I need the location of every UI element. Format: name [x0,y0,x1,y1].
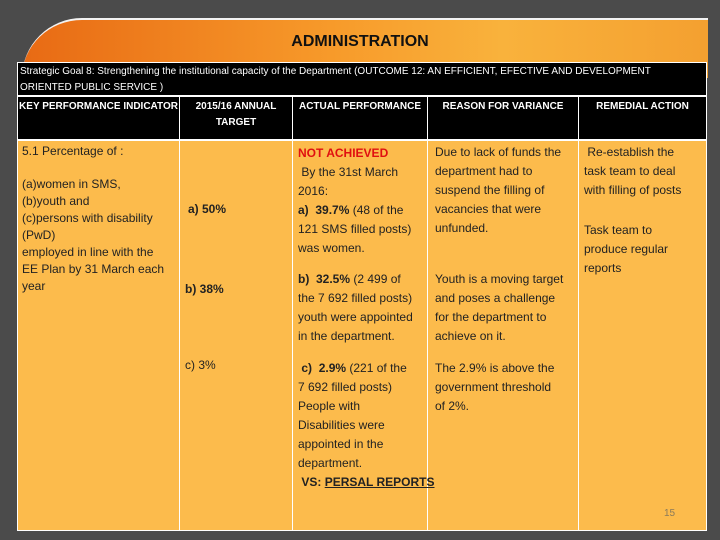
header-remedial: REMEDIAL ACTION [596,101,689,112]
target-b: b) 38% [185,282,224,296]
kpi-lines: (a)women in SMS, (b)youth and (c)persons with disability (PwD) employed in line with the EE Plan by 31 March each year [22,177,165,293]
reason-a: Due to lack of funds the department had to suspend the filling of vacancies that were unfunded. [435,145,562,235]
page-number: 15 [664,508,676,519]
remedial-a: Re-establish the task team to deal with filling of posts [584,145,682,197]
header-kpi: KEY PERFORMANCE INDICATOR [18,97,180,141]
header-reason: REASON FOR VARIANCE [428,97,579,141]
reason-c: The 2.9% is above the government threshold of 2%. [435,361,555,413]
table-header [17,96,707,140]
actual-b: b) 32.5% (2 499 of the 7 692 filled posts) youth were appointed in the department. [298,272,413,343]
kpi-heading: 5.1 Percentage of : [22,144,124,158]
target-c: c) 3% [185,358,216,372]
header-actual: ACTUAL PERFORMANCE [293,97,428,141]
persal-reports-link: PERSAL REPORTS [324,475,435,489]
status-not-achieved: NOT ACHIEVED [298,146,389,160]
target-a: a) 50% [188,202,227,216]
strategic-goal: Strategic Goal 8: Strengthening the institutional capacity of the Department (OUTCOME 12: AN EFFICIENT, EFECTIVE AND DEVELOPMENT ORIENTED PUBLIC SERVICE ) [17,62,707,96]
page-title: ADMINISTRATION [291,33,429,50]
header-target: 2015/16 ANNUAL TARGET [180,97,293,141]
actual-a: NOT ACHIEVED By the 31st March 2016: a) 39.7% (48 of the 121 SMS filled posts) was women. [298,146,412,255]
actual-c: c) 2.9% (221 of the 7 692 filled posts) People with Disabilities were appointed in the department. VS: PERSAL REPORTS [298,361,435,489]
remedial-b: Task team to produce regular reports [584,223,669,275]
reason-b: Youth is a moving target and poses a challenge for the department to achieve on it. [435,272,564,343]
